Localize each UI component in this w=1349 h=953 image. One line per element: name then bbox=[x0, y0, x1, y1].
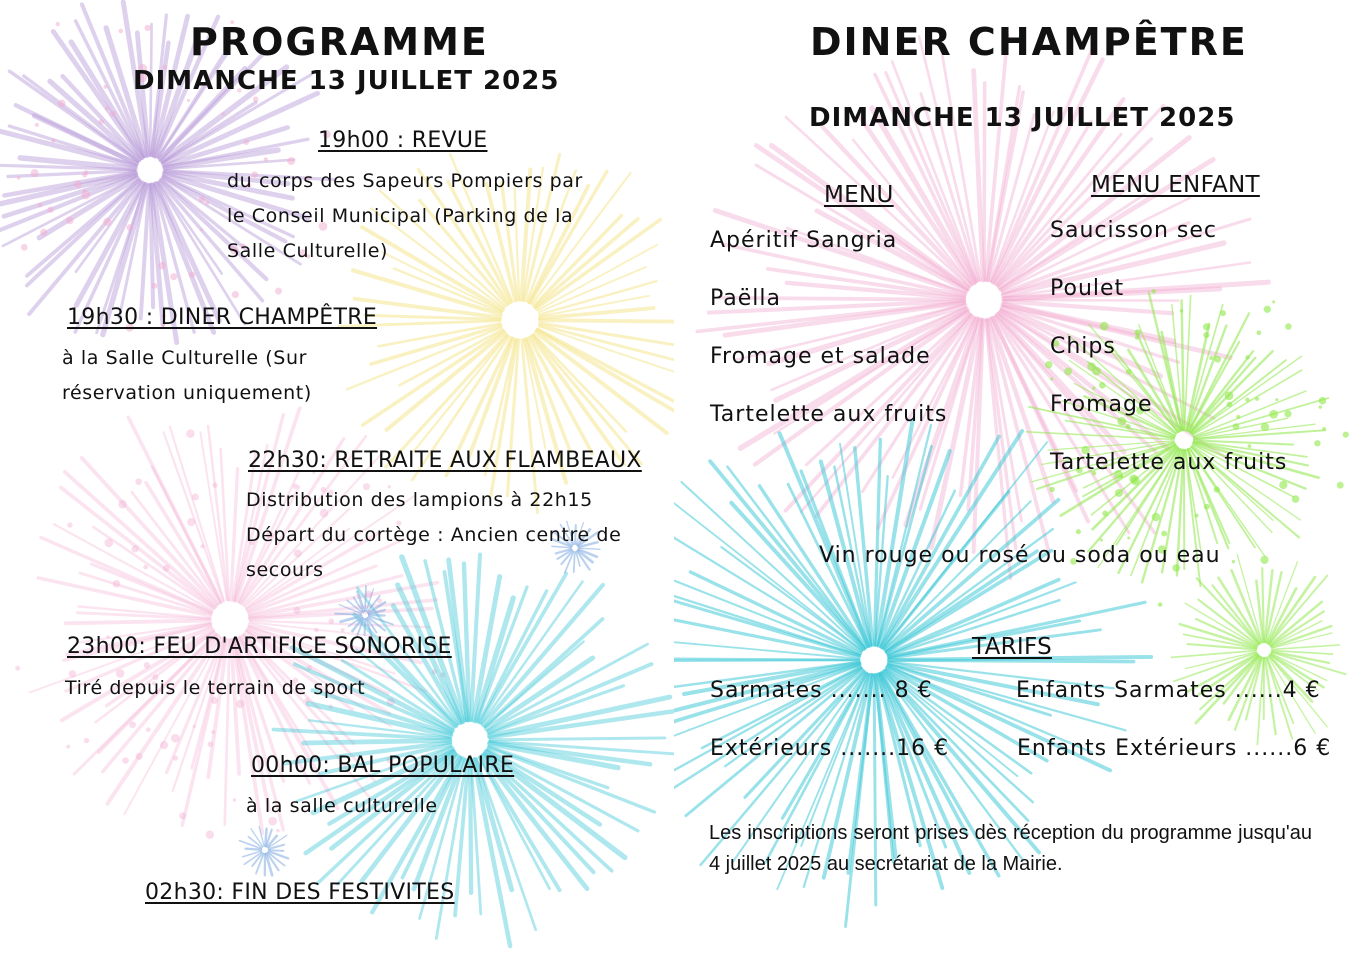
diner-title: DINER CHAMPÊTRE bbox=[810, 20, 1248, 64]
menu-enfant-item: Saucisson sec bbox=[1050, 218, 1218, 243]
firework-spark bbox=[200, 228, 203, 231]
firework-spark bbox=[145, 25, 151, 31]
firework-spark bbox=[104, 538, 113, 547]
firework-spark bbox=[31, 169, 39, 177]
diner-date: DIMANCHE 13 JUILLET 2025 bbox=[809, 103, 1236, 133]
firework-spark bbox=[189, 271, 195, 277]
event-line: Départ du cortège : Ancien centre de bbox=[246, 524, 622, 546]
menu-heading: MENU bbox=[824, 182, 894, 208]
firework-ray bbox=[490, 738, 665, 740]
firework-spark bbox=[179, 812, 186, 819]
firework-spark bbox=[129, 721, 136, 728]
firework-spark bbox=[1203, 332, 1209, 338]
firework-spark bbox=[151, 283, 157, 289]
firework-spark bbox=[1214, 356, 1221, 363]
menu-enfant-item: Chips bbox=[1050, 334, 1116, 359]
drinks-text: Vin rouge ou rosé ou soda ou eau bbox=[819, 543, 1221, 568]
firework-ray bbox=[731, 503, 864, 649]
firework-spark bbox=[1203, 323, 1210, 330]
firework-ray bbox=[246, 849, 261, 850]
firework-spark bbox=[82, 172, 87, 177]
menu-enfant-heading: MENU ENFANT bbox=[1091, 172, 1260, 198]
firework-spark bbox=[1319, 397, 1327, 405]
event-line: le Conseil Municipal (Parking de la bbox=[227, 205, 574, 227]
firework-ray bbox=[574, 552, 575, 572]
firework-spark bbox=[192, 493, 199, 500]
firework-spark bbox=[104, 85, 108, 89]
firework-spark bbox=[1045, 361, 1052, 368]
menu-item: Fromage et salade bbox=[710, 344, 931, 369]
firework-spark bbox=[1322, 427, 1326, 431]
firework-spark bbox=[1343, 432, 1349, 438]
firework-spark bbox=[47, 207, 53, 213]
firework-spark bbox=[1152, 513, 1161, 522]
firework-ray bbox=[269, 850, 283, 851]
event-line: à la Salle Culturelle (Sur bbox=[62, 347, 308, 369]
firework-spark bbox=[1092, 386, 1095, 389]
menu-enfant-item: Tartelette aux fruits bbox=[1050, 450, 1288, 475]
event-title: 00h00: BAL POPULAIRE bbox=[251, 753, 515, 778]
firework-ray bbox=[335, 614, 361, 615]
firework-spark bbox=[1131, 476, 1140, 485]
firework-spark bbox=[1233, 423, 1240, 430]
firework-spark bbox=[200, 544, 204, 548]
firework-spark bbox=[212, 483, 217, 488]
firework-ray bbox=[883, 492, 1008, 648]
firework-spark bbox=[118, 29, 123, 34]
firework-spark bbox=[1100, 539, 1103, 542]
firework-ray bbox=[66, 620, 210, 623]
firework-spark bbox=[51, 139, 55, 143]
firework-spark bbox=[294, 549, 302, 557]
firework-spark bbox=[1284, 410, 1291, 417]
firework-spark bbox=[1314, 440, 1320, 446]
firework-spark bbox=[233, 798, 237, 802]
event-title: 19h00 : REVUE bbox=[318, 128, 488, 153]
firework-spark bbox=[66, 745, 70, 749]
firework-spark bbox=[1204, 504, 1210, 510]
firework-spark bbox=[1195, 513, 1199, 517]
firework-spark bbox=[99, 119, 104, 124]
event-line: du corps des Sapeurs Pompiers par bbox=[227, 170, 583, 192]
firework-spark bbox=[67, 522, 72, 527]
firework-ray bbox=[1193, 370, 1302, 435]
firework-spark bbox=[163, 565, 170, 572]
firework-spark bbox=[1285, 323, 1292, 330]
firework-spark bbox=[58, 100, 66, 108]
firework-spark bbox=[110, 111, 116, 117]
firework-spark bbox=[232, 291, 239, 298]
firework-spark bbox=[1134, 329, 1141, 336]
firework-spark bbox=[243, 139, 249, 145]
firework-spark bbox=[253, 96, 259, 102]
firework-spark bbox=[143, 565, 148, 570]
menu-item: Apéritif Sangria bbox=[710, 228, 898, 253]
firework-ray bbox=[540, 320, 674, 322]
firework-spark bbox=[158, 262, 166, 270]
firework-spark bbox=[1261, 423, 1269, 431]
firework-spark bbox=[136, 753, 143, 760]
firework-spark bbox=[17, 176, 21, 180]
firework-ray bbox=[225, 640, 230, 824]
firework-spark bbox=[1135, 336, 1139, 340]
firework-spark bbox=[268, 817, 277, 826]
firework-spark bbox=[329, 618, 335, 624]
firework-spark bbox=[1260, 556, 1268, 564]
firework-spark bbox=[208, 741, 214, 747]
firework-spark bbox=[1232, 560, 1235, 563]
firework-spark bbox=[135, 478, 142, 485]
firework-spark bbox=[1269, 410, 1278, 419]
firework-spark bbox=[122, 757, 129, 764]
firework-ray bbox=[150, 185, 153, 307]
firework-spark bbox=[1102, 510, 1108, 516]
event-line: réservation uniquement) bbox=[62, 382, 312, 404]
firework-spark bbox=[1257, 330, 1262, 335]
firework-spark bbox=[275, 288, 282, 295]
firework-spark bbox=[314, 628, 319, 633]
firework-spark bbox=[146, 727, 151, 732]
firework-spark bbox=[1220, 310, 1226, 316]
firework-spark bbox=[1115, 489, 1123, 497]
firework-spark bbox=[187, 99, 190, 102]
firework-spark bbox=[170, 273, 177, 280]
firework-spark bbox=[1161, 531, 1167, 537]
firework-spark bbox=[105, 106, 109, 110]
firework-spark bbox=[1064, 367, 1072, 375]
firework-spark bbox=[173, 755, 178, 760]
menu-enfant-item: Fromage bbox=[1050, 392, 1153, 417]
firework-spark bbox=[1126, 369, 1131, 374]
firework-spark bbox=[1245, 398, 1250, 403]
programme-panel bbox=[0, 0, 674, 953]
firework-spark bbox=[236, 700, 245, 709]
firework-spark bbox=[1279, 481, 1287, 489]
firework-spark bbox=[199, 196, 205, 202]
firework-spark bbox=[1099, 382, 1106, 389]
programme-title: PROGRAMME bbox=[190, 20, 489, 64]
firework-spark bbox=[222, 113, 225, 116]
firework-spark bbox=[1158, 602, 1163, 607]
firework-ray bbox=[675, 581, 860, 655]
firework-spark bbox=[1117, 417, 1126, 426]
firework-spark bbox=[1292, 495, 1300, 503]
tarifs-heading: TARIFS bbox=[972, 634, 1052, 660]
firework-spark bbox=[1209, 356, 1213, 360]
event-title: 23h00: FEU D'ARTIFICE SONORISE bbox=[67, 634, 452, 659]
firework-spark bbox=[103, 218, 111, 226]
event-line: à la salle culturelle bbox=[246, 795, 438, 817]
firework-spark bbox=[1236, 415, 1240, 419]
firework-spark bbox=[171, 734, 180, 743]
firework-spark bbox=[187, 518, 195, 526]
firework-spark bbox=[84, 738, 89, 743]
event-title: 19h30 : DINER CHAMPÊTRE bbox=[67, 305, 378, 330]
firework-spark bbox=[1319, 405, 1322, 408]
event-line: Distribution des lampions à 22h15 bbox=[246, 489, 593, 511]
tarif-item: Enfants Sarmates ......4 € bbox=[1016, 678, 1321, 703]
firework-spark bbox=[293, 607, 300, 614]
firework-spark bbox=[264, 157, 268, 161]
registration-note: Les inscriptions seront prises dès réception du programme jusqu'au 4 juillet 2025 au secrétariat de la Mairie. bbox=[709, 822, 1312, 875]
firework-spark bbox=[206, 830, 214, 838]
firework-spark bbox=[1100, 322, 1109, 331]
firework-spark bbox=[205, 201, 209, 205]
firework-spark bbox=[131, 545, 138, 552]
event-line: Salle Culturelle) bbox=[227, 240, 389, 262]
tarif-item: Extérieurs .......16 € bbox=[710, 736, 950, 761]
diner-panel bbox=[674, 0, 1349, 953]
firework-spark bbox=[1126, 424, 1131, 429]
firework-spark bbox=[1227, 402, 1233, 408]
firework-spark bbox=[186, 429, 195, 438]
firework-spark bbox=[74, 180, 82, 188]
tarif-item: Enfants Extérieurs ......6 € bbox=[1017, 736, 1332, 761]
firework-spark bbox=[1092, 367, 1101, 376]
firework-spark bbox=[1248, 444, 1252, 448]
firework-spark bbox=[1337, 482, 1344, 489]
menu-item: Paëlla bbox=[710, 286, 782, 311]
firework-spark bbox=[1275, 398, 1278, 401]
firework-spark bbox=[81, 190, 90, 199]
firework-spark bbox=[341, 628, 345, 632]
firework-spark bbox=[38, 203, 43, 208]
firework-spark bbox=[35, 123, 39, 127]
fireworks-background-right bbox=[674, 0, 1349, 953]
firework-ray bbox=[534, 216, 621, 306]
firework-spark bbox=[66, 217, 74, 225]
firework-spark bbox=[160, 741, 168, 749]
firework-spark bbox=[126, 224, 133, 231]
firework-spark bbox=[1127, 536, 1130, 539]
firework-spark bbox=[40, 229, 47, 236]
firework-spark bbox=[1225, 391, 1234, 400]
event-line: Tiré depuis le terrain de sport bbox=[65, 677, 366, 699]
firework-spark bbox=[211, 730, 215, 734]
firework-spark bbox=[287, 157, 295, 165]
event-title: 22h30: RETRAITE AUX FLAMBEAUX bbox=[248, 448, 642, 473]
firework-spark bbox=[1151, 289, 1156, 294]
event-title: 02h30: FIN DES FESTIVITES bbox=[145, 880, 455, 905]
firework-spark bbox=[1264, 306, 1271, 313]
firework-spark bbox=[1214, 486, 1220, 492]
firework-spark bbox=[1245, 355, 1249, 359]
firework-spark bbox=[1076, 529, 1081, 534]
firework-ray bbox=[674, 659, 859, 660]
firework-spark bbox=[1049, 487, 1054, 492]
event-line: secours bbox=[246, 559, 324, 581]
firework-spark bbox=[276, 829, 280, 833]
firework-spark bbox=[1272, 300, 1275, 303]
firework-ray bbox=[65, 472, 215, 607]
firework-spark bbox=[118, 500, 126, 508]
firework-ray bbox=[365, 586, 366, 611]
firework-ray bbox=[304, 740, 450, 743]
firework-spark bbox=[56, 22, 60, 26]
firework-spark bbox=[1050, 377, 1053, 380]
firework-spark bbox=[388, 485, 391, 488]
firework-spark bbox=[144, 662, 150, 668]
firework-spark bbox=[193, 725, 196, 728]
firework-spark bbox=[1255, 397, 1259, 401]
firework-ray bbox=[536, 220, 660, 309]
firework-spark bbox=[21, 244, 28, 251]
firework-spark bbox=[15, 666, 20, 671]
firework-spark bbox=[1180, 309, 1183, 312]
menu-item: Tartelette aux fruits bbox=[710, 402, 948, 427]
tarif-item: Sarmates ....... 8 € bbox=[710, 678, 933, 703]
firework-ray bbox=[579, 548, 600, 549]
firework-ray bbox=[470, 760, 471, 893]
firework-ray bbox=[674, 514, 861, 652]
firework-spark bbox=[113, 580, 121, 588]
menu-enfant-item: Poulet bbox=[1050, 276, 1125, 301]
programme-date: DIMANCHE 13 JUILLET 2025 bbox=[133, 66, 560, 96]
